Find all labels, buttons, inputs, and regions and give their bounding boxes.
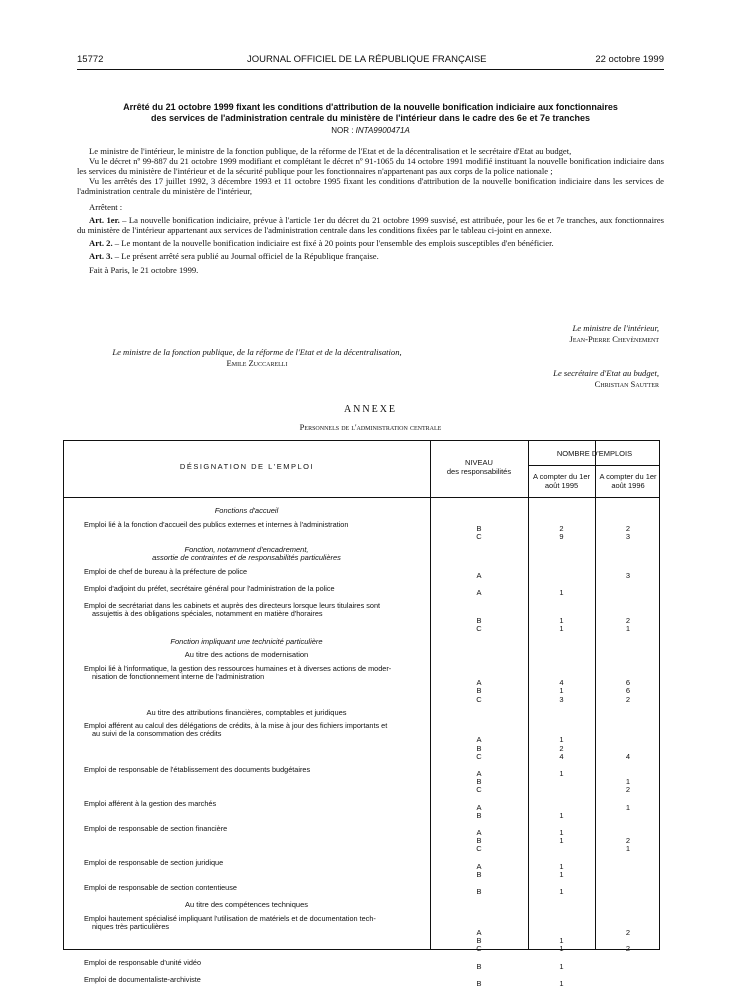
table-cell-levels: B: [476, 978, 482, 988]
table-cell-n1996: 2: [625, 836, 631, 846]
table-cell-n1995: 3: [559, 694, 564, 704]
table-cell-levels: A: [476, 861, 482, 871]
article-1: Art. 1er. – La nouvelle bonification indiciaire, prévue à l'article 1er du décret du 21 octobre 1999 susvisé, est attribuée, pour les 6e et 7e tranches, aux fonctionnaires du ministère de l'intérieur appartenant aux services de l'administration centrale dans les conditions fixées par le tableau ci-joint en annexe.: [77, 215, 664, 235]
table-cell-n1995: 1: [559, 686, 564, 696]
table-cell-n1996: 2: [625, 927, 631, 937]
preamble: [77, 146, 664, 275]
annexe-title: ANNEXE: [343, 404, 398, 415]
table-row-label: Emploi d'adjoint du préfet, secrétaire général pour l'administration de la police: [84, 584, 335, 594]
table-cell-levels: A: [476, 570, 482, 580]
table-cell-n1995: 1: [559, 769, 564, 778]
table-cell-n1995: 1: [559, 944, 564, 954]
table-cell-levels: B: [476, 869, 482, 879]
table-section-heading: Fonctions d'accueil: [214, 506, 279, 515]
page-number: 15772: [77, 54, 104, 65]
table-cell-n1996: 2: [625, 785, 631, 795]
table-cell-n1996: 3: [625, 570, 631, 580]
table-cell-levels: A: [476, 588, 482, 598]
table-cell-n1995: 1: [559, 936, 564, 946]
table-cell-n1995: 1: [559, 615, 564, 625]
table-cell-levels: A: [476, 735, 482, 745]
table-cell-levels: A: [476, 678, 482, 688]
table-cell-n1995: 4: [559, 751, 564, 761]
arretent: Arrêtent :: [89, 202, 123, 212]
col-header-nombre: NOMBRE D'EMPLOIS: [556, 449, 633, 458]
col-header-1996: A compter du 1er août 1996: [599, 472, 657, 490]
col-header-designation: DÉSIGNATION DE L'EMPLOI: [179, 462, 315, 471]
table-cell-n1995: 1: [559, 828, 564, 837]
table-cell-levels: A: [476, 828, 482, 837]
table-row-label: Emploi lié à la fonction d'accueil des publics externes et internes à l'administration: [84, 519, 349, 529]
table-cell-levels: C: [476, 694, 482, 704]
article-3: Art. 3. – Le présent arrêté sera publié au Journal officiel de la République française.: [89, 251, 379, 261]
table-cell-n1995: 2: [559, 743, 564, 753]
signature-fonction-publique: Le ministre de la fonction publique, de la réforme de l'Etat et de la décentralisation, Emile Zuccarelli: [112, 347, 402, 368]
col-header-niveau: NIVEAU des responsabilités: [446, 458, 512, 476]
preamble-para: Vu les arrêtés des 17 juillet 1992, 3 décembre 1993 et 11 octobre 1995 fixant les conditions d'attribution de la nouvelle bonification indiciaire dans les services de l'administration centrale du ministère de l'intérieur,: [77, 176, 664, 196]
table-cell-levels: A: [476, 769, 482, 778]
article-2: Art. 2. – Le montant de la nouvelle bonification indiciaire est fixé à 20 points pour l'ensemble des emplois susceptibles d'en bénéficier.: [89, 238, 554, 248]
table-cell-levels: B: [476, 777, 482, 787]
table-cell-n1996: 3: [625, 531, 631, 541]
table-row-label: Emploi lié à l'informatique, la gestion des ressources humaines et à diverses actions de moder- nisation de fonctionnement interne de l'administration: [84, 663, 392, 681]
table-cell-levels: B: [476, 836, 482, 846]
table-cell-levels: A: [476, 927, 482, 937]
table-section-heading: Au titre des attributions financières, comptables et juridiques: [146, 707, 347, 717]
table-row-label: Emploi de documentaliste-archiviste: [84, 974, 201, 984]
annexe-table: [63, 440, 660, 988]
table-cell-levels: B: [476, 810, 482, 820]
table-cell-n1995: 1: [559, 869, 564, 879]
annexe-subtitle: Personnels de l'administration centrale: [299, 422, 442, 432]
table-cell-n1995: 1: [559, 836, 564, 846]
table-cell-n1995: 1: [559, 735, 564, 745]
table-cell-n1996: 2: [625, 615, 631, 625]
table-section-heading: Fonction impliquant une technicité particulière: [170, 636, 323, 646]
title-line-1: Arrêté du 21 octobre 1999 fixant les conditions d'attribution de la nouvelle bonification indiciaire aux fonctionnaires: [123, 102, 618, 112]
table-cell-levels: C: [476, 623, 482, 633]
table-cell-n1996: 1: [625, 623, 631, 633]
table-cell-n1995: 1: [559, 887, 564, 896]
table-cell-n1995: 1: [559, 961, 564, 971]
table-cell-levels: B: [476, 523, 482, 533]
nor-reference: NOR : INTA9900471A: [331, 126, 410, 135]
table-cell-n1996: 4: [625, 751, 631, 761]
table-cell-n1995: 1: [559, 978, 564, 988]
table-row-label: Emploi de responsable de l'établissement des documents budgétaires: [84, 765, 311, 774]
table-row-label: Emploi de chef de bureau à la préfecture de police: [84, 566, 248, 576]
table-cell-n1995: 2: [559, 523, 564, 533]
signature-interieur: Le ministre de l'intérieur, Jean-Pierre Chevènement: [569, 323, 659, 344]
table-cell-levels: B: [476, 936, 482, 946]
table-cell-levels: B: [476, 961, 482, 971]
table-cell-n1996: 1: [625, 802, 631, 812]
table-cell-n1995: 9: [559, 531, 564, 541]
table-row-label: Emploi de responsable de section juridique: [84, 857, 224, 867]
table-cell-n1995: 1: [559, 623, 564, 633]
table-cell-levels: B: [476, 887, 482, 896]
table-cell-n1995: 1: [559, 861, 564, 871]
table-row-label: Emploi de responsable d'unité vidéo: [84, 957, 202, 967]
table-cell-levels: A: [476, 802, 482, 812]
table-row-label: Emploi de secrétariat dans les cabinets et auprès des directeurs lorsque leurs titulaires sont assujettis à des obligations spéciales, notamment en matière d'horaires: [84, 601, 381, 619]
fait-a-paris: Fait à Paris, le 21 octobre 1999.: [89, 265, 199, 275]
table-cell-n1996: 2: [625, 523, 631, 533]
table-cell-n1995: 1: [559, 810, 564, 820]
nor-value: INTA9900471A: [355, 126, 410, 135]
table-cell-n1996: 1: [625, 844, 631, 854]
header-rule: [77, 69, 664, 70]
table-section-heading: Au titre des actions de modernisation: [184, 650, 309, 660]
title-line-2: des services de l'administration centrale du ministère de l'intérieur dans le cadre des 6e et 7e tranches: [151, 113, 590, 123]
table-cell-n1996: 6: [625, 678, 631, 688]
table-cell-n1996: 6: [625, 686, 631, 696]
table-section-heading: Au titre des compétences techniques: [185, 900, 308, 910]
table-row-label: Emploi afférent au calcul des délégations de crédits, à la mise à jour des fichiers importants et au suivi de la consommation des crédits: [84, 721, 388, 739]
table-cell-levels: C: [476, 531, 482, 541]
table-row-label: Emploi hautement spécialisé impliquant l'utilisation de matériels et de documentation tech- niques très particulières: [84, 913, 376, 931]
table-cell-levels: B: [476, 615, 482, 625]
journal-title: JOURNAL OFFICIEL DE LA RÉPUBLIQUE FRANÇAISE: [247, 54, 487, 65]
table-cell-n1996: 1: [625, 777, 631, 787]
table-cell-n1996: 2: [625, 694, 631, 704]
table-cell-n1995: 4: [559, 678, 564, 688]
table-cell-n1995: 1: [559, 588, 564, 598]
table-row-label: Emploi de responsable de section contentieuse: [84, 883, 237, 892]
table-section-heading: Fonction, notamment d'encadrement, assortie de contraintes et de responsabilités particulières: [152, 544, 341, 563]
signature-budget: Le secrétaire d'Etat au budget, Christian Sautter: [553, 368, 659, 389]
table-cell-levels: C: [476, 844, 482, 854]
table-cell-levels: C: [476, 944, 482, 954]
page-header: [77, 54, 664, 68]
col-header-1995: A compter du 1er août 1995: [532, 472, 591, 490]
table-cell-levels: C: [476, 751, 482, 761]
table-row-label: Emploi afférent à la gestion des marchés: [84, 798, 217, 808]
preamble-para: Le ministre de l'intérieur, le ministre de la fonction publique, de la réforme de l'Etat et de la décentralisation et le secrétaire d'Etat au budget,: [89, 146, 572, 156]
issue-date: 22 octobre 1999: [595, 54, 664, 65]
preamble-para: Vu le décret nº 99-887 du 21 octobre 1999 modifiant et complétant le décret nº 91-1065 du 14 octobre 1991 modifié instituant la nouvelle bonification indiciaire dans les services du ministère de l'intérieur et de la sécurité publique pour les fonctionnaires n'appartenant pas aux corps de la police nationale ;: [77, 156, 664, 176]
decree-title: [77, 102, 664, 124]
table-cell-levels: B: [476, 686, 482, 696]
table-cell-n1996: 2: [625, 944, 631, 954]
table-row-label: Emploi de responsable de section financière: [84, 824, 228, 833]
table-cell-levels: C: [476, 785, 482, 795]
table-cell-levels: B: [476, 743, 482, 753]
